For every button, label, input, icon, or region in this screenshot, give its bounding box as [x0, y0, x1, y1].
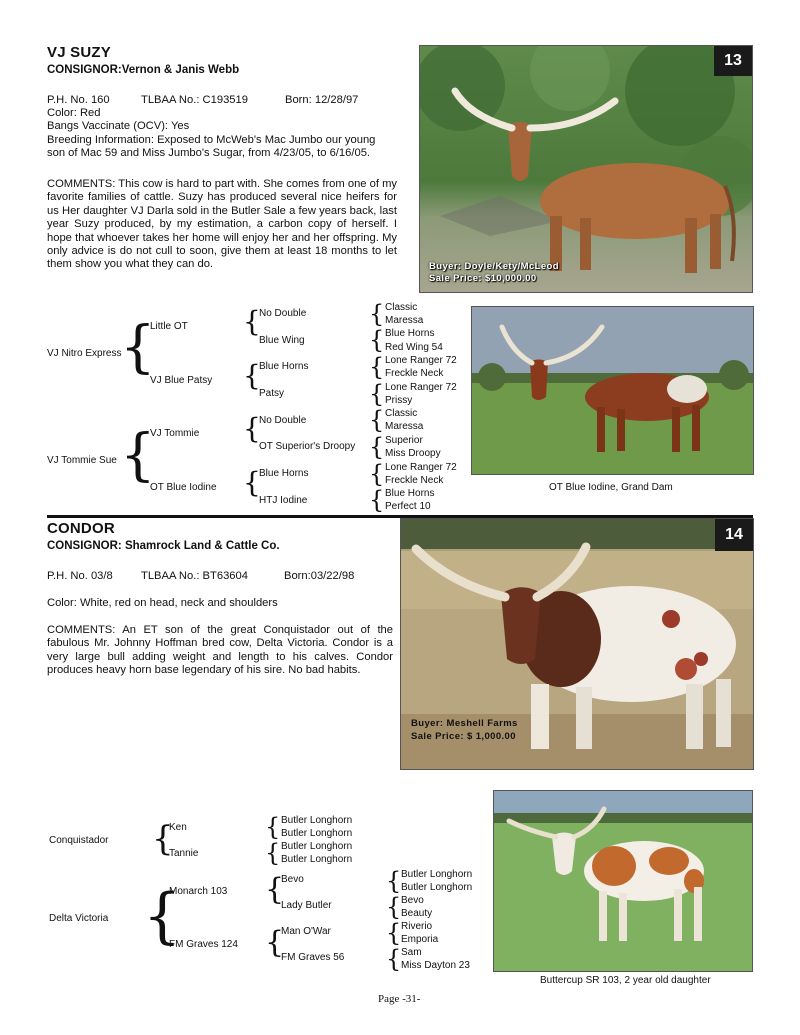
lot-13-title: VJ SUZY [47, 44, 111, 61]
pedigree-gen3: Bevo [281, 874, 304, 885]
pedigree-gen4: Superior [385, 435, 423, 446]
pedigree-gen3: Blue Wing [259, 335, 305, 346]
lot-13-born: Born: 12/28/97 [285, 94, 359, 106]
longhorn-daughter-photo-icon [494, 791, 752, 971]
pedigree-gen3: Man O'War [281, 926, 331, 937]
brace: { [143, 881, 182, 951]
brace: { [386, 893, 402, 921]
lot-14-buyer: Buyer: Meshell Farms [411, 718, 518, 729]
brace: { [386, 945, 402, 973]
pedigree-gen4: Lone Ranger 72 [385, 382, 457, 393]
pedigree-gen4: Beauty [401, 908, 433, 919]
pedigree-gen4: Riverio [401, 921, 433, 932]
pedigree-gen4: Red Wing 54 [385, 342, 443, 353]
brace: { [243, 412, 261, 445]
brace: { [265, 839, 281, 867]
brace: { [369, 406, 385, 434]
pedigree-gen4: Classic [385, 302, 418, 313]
lot-13-consignor: CONSIGNOR:Vernon & Janis Webb [47, 64, 240, 76]
lot-14-consignor: CONSIGNOR: Shamrock Land & Cattle Co. [47, 540, 280, 552]
brace: { [120, 315, 156, 380]
pedigree-gen3: FM Graves 56 [281, 952, 345, 963]
pedigree-gen4: Butler Longhorn [401, 882, 473, 893]
pedigree-gen2: FM Graves 124 [169, 939, 238, 950]
pedigree-gen3: No Double [259, 308, 307, 319]
lot-14-ph-number: P.H. No. 03/8 [47, 570, 113, 582]
pedigree-gen4: Freckle Neck [385, 475, 444, 486]
pedigree-gen4: Butler Longhorn [401, 869, 473, 880]
pedigree-gen4: Emporia [401, 934, 439, 945]
pedigree-gen2: Tannie [169, 848, 199, 859]
pedigree-gen4: Prissy [385, 395, 413, 406]
lot-14-photo [400, 518, 754, 770]
pedigree-gen4: Sam [401, 947, 422, 958]
pedigree-gen3: Blue Horns [259, 361, 309, 372]
pedigree-gen3: Lady Butler [281, 900, 332, 911]
pedigree-dam: VJ Tommie Sue [47, 455, 117, 466]
brace: { [265, 925, 285, 960]
lot-13-tlbaa-number: TLBAA No.: C193519 [141, 94, 248, 106]
brace: { [243, 359, 261, 392]
pedigree-gen4: Classic [385, 408, 418, 419]
lot-14-badge: 14 [715, 519, 753, 551]
pedigree-gen2: VJ Blue Patsy [150, 375, 213, 386]
pedigree-gen3: Blue Horns [259, 468, 309, 479]
lot-13-bangs: Bangs Vaccinate (OCV): Yes [47, 120, 190, 132]
pedigree-gen3: Butler Longhorn [281, 841, 353, 852]
pedigree-gen4: Miss Dayton 23 [401, 960, 470, 971]
brace: { [265, 872, 285, 907]
lot-13-ph-number: P.H. No. 160 [47, 94, 110, 106]
lot-14-comments: COMMENTS: An ET son of the great Conquistador out of the fabulous Mr. Johnny Hoffman bred cow, Delta Victoria. Condor is a very large bull adding weight and length to his calves. Condor produces heavy horn base legendary of his sire. No bad habits. [47, 624, 393, 677]
pedigree-gen3: No Double [259, 415, 307, 426]
pedigree-gen4: Maressa [385, 421, 424, 432]
pedigree-gen3: HTJ Iodine [259, 495, 308, 506]
pedigree-gen3: Butler Longhorn [281, 828, 353, 839]
pedigree-gen3: Butler Longhorn [281, 854, 353, 865]
lot-13-color: Color: Red [47, 107, 101, 119]
lot-13-badge: 13 [714, 46, 752, 76]
brace: { [369, 460, 385, 488]
brace: { [369, 326, 385, 354]
lot-14-born: Born:03/22/98 [284, 570, 355, 582]
pedigree-gen2: OT Blue Iodine [150, 482, 217, 493]
brace: { [369, 300, 385, 328]
pedigree-gen4: Lone Ranger 72 [385, 462, 457, 473]
lot-13-pedigree-photo-caption: OT Blue Iodine, Grand Dam [549, 482, 673, 493]
lot-13-photo [419, 45, 753, 293]
pedigree-gen4: Lone Ranger 72 [385, 355, 457, 366]
pedigree-gen4: Maressa [385, 315, 424, 326]
lot-14-sale-price: Sale Price: $ 1,000.00 [411, 731, 516, 742]
lot-14-title: CONDOR [47, 520, 115, 537]
pedigree-dam: Delta Victoria [49, 913, 109, 924]
pedigree-gen4: Blue Horns [385, 488, 435, 499]
pedigree-gen2: Ken [169, 822, 187, 833]
brace: { [369, 433, 385, 461]
pedigree-gen3: Butler Longhorn [281, 815, 353, 826]
lot-13-breeding-info: Breeding Information: Exposed to McWeb's Mac Jumbo our young son of Mac 59 and Miss Jumbo's Sugar, from 4/23/05, to 6/16/05. [47, 134, 376, 160]
lot-13-sale-price: Sale Price: $10,000.00 [429, 273, 537, 284]
brace: { [265, 813, 281, 841]
brace: { [152, 819, 174, 859]
lot-14-color: Color: White, red on head, neck and shoulders [47, 597, 278, 609]
brace: { [120, 423, 156, 488]
pedigree-gen4: Freckle Neck [385, 368, 444, 379]
lot-14-pedigree-photo-caption: Buttercup SR 103, 2 year old daughter [540, 975, 711, 986]
pedigree-gen4: Blue Horns [385, 328, 435, 339]
lot-13-pedigree-photo [471, 306, 754, 475]
brace: { [386, 867, 402, 895]
brace: { [369, 380, 385, 408]
page-number: Page -31- [378, 993, 421, 1005]
pedigree-sire: VJ Nitro Express [47, 348, 122, 359]
pedigree-gen4: Bevo [401, 895, 424, 906]
lot-13-comments: COMMENTS: This cow is hard to part with. She comes from one of my favorite families of cattle. Suzy has produced several nice heifers for us Her daughter VJ Darla sold in the Butler Sale a few years back, last year Suzy produced, by my estimation, a carbon copy of herself. I hope that whoever takes her home will enjoy her and her offspring. My only advice is do not cull to soon, give them at least 18 months to let them show you what they can do. [47, 178, 397, 271]
pedigree-gen3: OT Superior's Droopy [259, 441, 356, 452]
lot-14-pedigree-photo [493, 790, 753, 972]
pedigree-gen2: VJ Tommie [150, 428, 200, 439]
brace: { [243, 466, 261, 499]
lot-13-buyer: Buyer: Doyle/Kety/McLeod [429, 261, 559, 272]
pedigree-gen4: Perfect 10 [385, 501, 431, 512]
brace: { [369, 353, 385, 381]
pedigree-sire: Conquistador [49, 835, 109, 846]
pedigree-gen3: Patsy [259, 388, 285, 399]
lot-14-tlbaa-number: TLBAA No.: BT63604 [141, 570, 248, 582]
longhorn-grand-dam-photo-icon [472, 307, 753, 474]
longhorn-cow-photo-icon [420, 46, 752, 292]
brace: { [243, 305, 261, 338]
pedigree-gen2: Monarch 103 [169, 886, 228, 897]
brace: { [369, 486, 385, 514]
pedigree-gen2: Little OT [150, 321, 188, 332]
pedigree-gen4: Miss Droopy [385, 448, 441, 459]
brace: { [386, 919, 402, 947]
